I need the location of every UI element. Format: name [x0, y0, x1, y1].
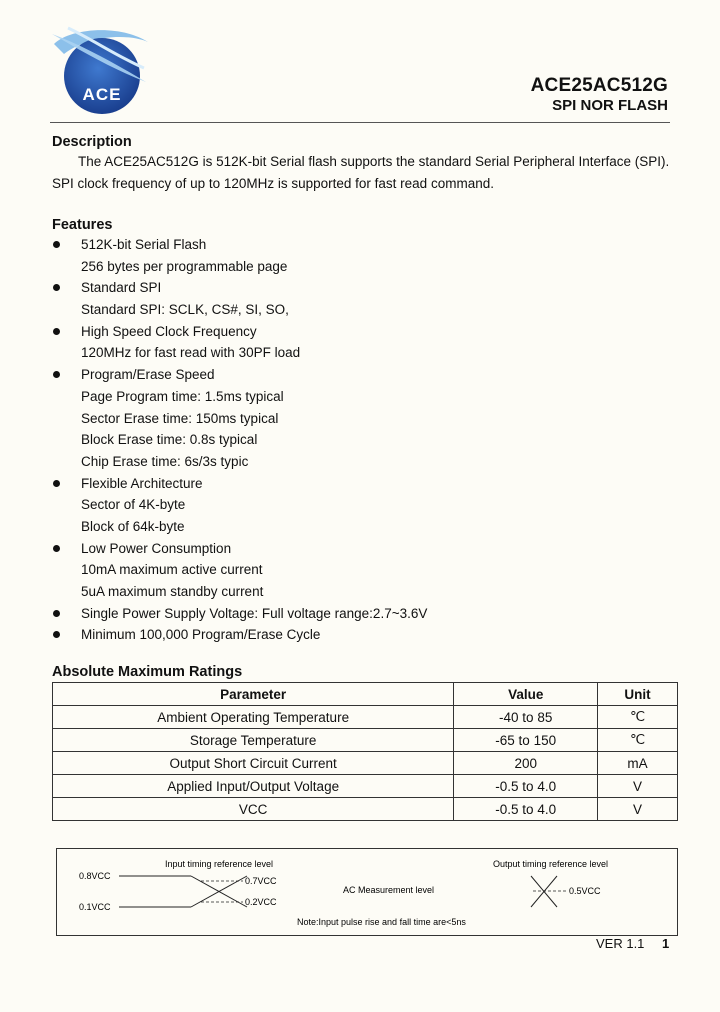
ref-low-label: 0.2VCC — [245, 897, 277, 907]
bullet-icon — [53, 328, 60, 335]
document-title: ACE25AC512G — [530, 75, 668, 96]
ac-measurement-label: AC Measurement level — [343, 885, 435, 895]
table-row — [53, 752, 678, 775]
features-list — [52, 234, 672, 646]
feature-text: Minimum 100,000 Program/Erase Cycle — [81, 627, 321, 643]
cell-unit: V — [598, 775, 678, 798]
description-heading: Description — [52, 134, 132, 150]
feature-line — [52, 473, 672, 495]
feature-line — [52, 386, 672, 408]
feature-line — [52, 277, 672, 299]
cell-unit: V — [598, 798, 678, 821]
description-body — [52, 151, 672, 195]
feature-text: Single Power Supply Voltage: Full voltage range:2.7~3.6V — [81, 605, 428, 621]
diagram-note: Note:Input pulse rise and fall time are<5ns — [297, 917, 466, 927]
bullet-icon — [53, 631, 60, 638]
level-high-label: 0.8VCC — [79, 871, 111, 881]
ref-high-label: 0.7VCC — [245, 876, 277, 886]
feature-line — [52, 299, 672, 321]
features-heading: Features — [52, 217, 113, 233]
feature-text: 120MHz for fast read with 30PF load — [81, 345, 301, 361]
feature-text: 256 bytes per programmable page — [81, 258, 288, 274]
output-timing-label: Output timing reference level — [493, 859, 609, 869]
feature-line — [52, 364, 672, 386]
feature-line — [52, 494, 672, 516]
bullet-icon — [53, 545, 60, 552]
bullet-icon — [53, 284, 60, 291]
level-low-label: 0.1VCC — [79, 902, 111, 912]
feature-line — [52, 408, 672, 430]
feature-line — [52, 559, 672, 581]
document-subtitle: SPI NOR FLASH — [552, 97, 668, 114]
ace-logo — [50, 24, 150, 116]
feature-text: 5uA maximum standby current — [81, 584, 264, 599]
cell-value: -40 to 85 — [454, 706, 598, 729]
feature-line — [52, 624, 672, 646]
feature-text: 10mA maximum active current — [81, 562, 263, 578]
logo-text: ACE — [82, 85, 122, 104]
cell-parameter: Output Short Circuit Current — [53, 752, 454, 775]
bullet-icon — [53, 371, 60, 378]
feature-text: Standard SPI — [81, 280, 162, 296]
feature-line — [52, 516, 672, 538]
feature-text: Page Program time: 1.5ms typical — [81, 388, 284, 404]
cell-unit: ℃ — [598, 706, 678, 729]
table-row — [53, 706, 678, 729]
feature-line — [52, 256, 672, 278]
description-line-1: The ACE25AC512G is 512K-bit Serial flash supports the standard Serial Peripheral Interface (SPI). — [78, 154, 670, 169]
cell-parameter: Storage Temperature — [53, 729, 454, 752]
feature-text: Chip Erase time: 6s/3s typic — [81, 453, 249, 469]
ratings-heading: Absolute Maximum Ratings — [52, 664, 243, 680]
cell-parameter: VCC — [53, 798, 454, 821]
feature-text: Program/Erase Speed — [81, 367, 215, 383]
page-number: 1 — [662, 936, 670, 951]
table-row — [53, 775, 678, 798]
feature-text: Block Erase time: 0.8s typical — [81, 432, 258, 448]
bullet-icon — [53, 241, 60, 248]
cell-value: 200 — [454, 752, 598, 775]
bullet-icon — [53, 610, 60, 617]
cell-parameter: Ambient Operating Temperature — [53, 706, 454, 729]
table-row — [53, 798, 678, 821]
ratings-table — [52, 682, 678, 821]
feature-line — [52, 429, 672, 451]
ratings-header-row — [53, 683, 678, 706]
feature-line — [52, 538, 672, 560]
output-ref-label: 0.5VCC — [569, 886, 601, 896]
ac-timing-diagram — [56, 848, 678, 936]
feature-line — [52, 321, 672, 343]
cell-unit: ℃ — [598, 729, 678, 752]
feature-text: Sector Erase time: 150ms typical — [81, 410, 279, 426]
cell-value: -65 to 150 — [454, 729, 598, 752]
feature-text: Sector of 4K-byte — [81, 497, 186, 513]
cell-parameter: Applied Input/Output Voltage — [53, 775, 454, 798]
header-divider — [50, 122, 670, 123]
description-line-2: SPI clock frequency of up to 120MHz is supported for fast read command. — [52, 176, 494, 191]
feature-text: Flexible Architecture — [81, 475, 203, 491]
column-header-value: Value — [454, 683, 598, 706]
feature-line — [52, 581, 672, 603]
feature-line — [52, 603, 672, 625]
cell-value: -0.5 to 4.0 — [454, 775, 598, 798]
version-label: VER 1.1 — [596, 936, 645, 951]
input-timing-label: Input timing reference level — [165, 859, 274, 869]
feature-line — [52, 342, 672, 364]
column-header-parameter: Parameter — [53, 683, 454, 706]
feature-line — [52, 234, 672, 256]
feature-line — [52, 451, 672, 473]
feature-text: Low Power Consumption — [81, 540, 232, 556]
table-row — [53, 729, 678, 752]
feature-text: Standard SPI: SCLK, CS#, SI, SO, — [81, 302, 289, 318]
bullet-icon — [53, 480, 60, 487]
feature-text: Block of 64k-byte — [81, 518, 185, 534]
feature-text: 512K-bit Serial Flash — [81, 237, 207, 252]
cell-unit: mA — [598, 752, 678, 775]
column-header-unit: Unit — [598, 683, 678, 706]
feature-text: High Speed Clock Frequency — [81, 323, 257, 339]
cell-value: -0.5 to 4.0 — [454, 798, 598, 821]
